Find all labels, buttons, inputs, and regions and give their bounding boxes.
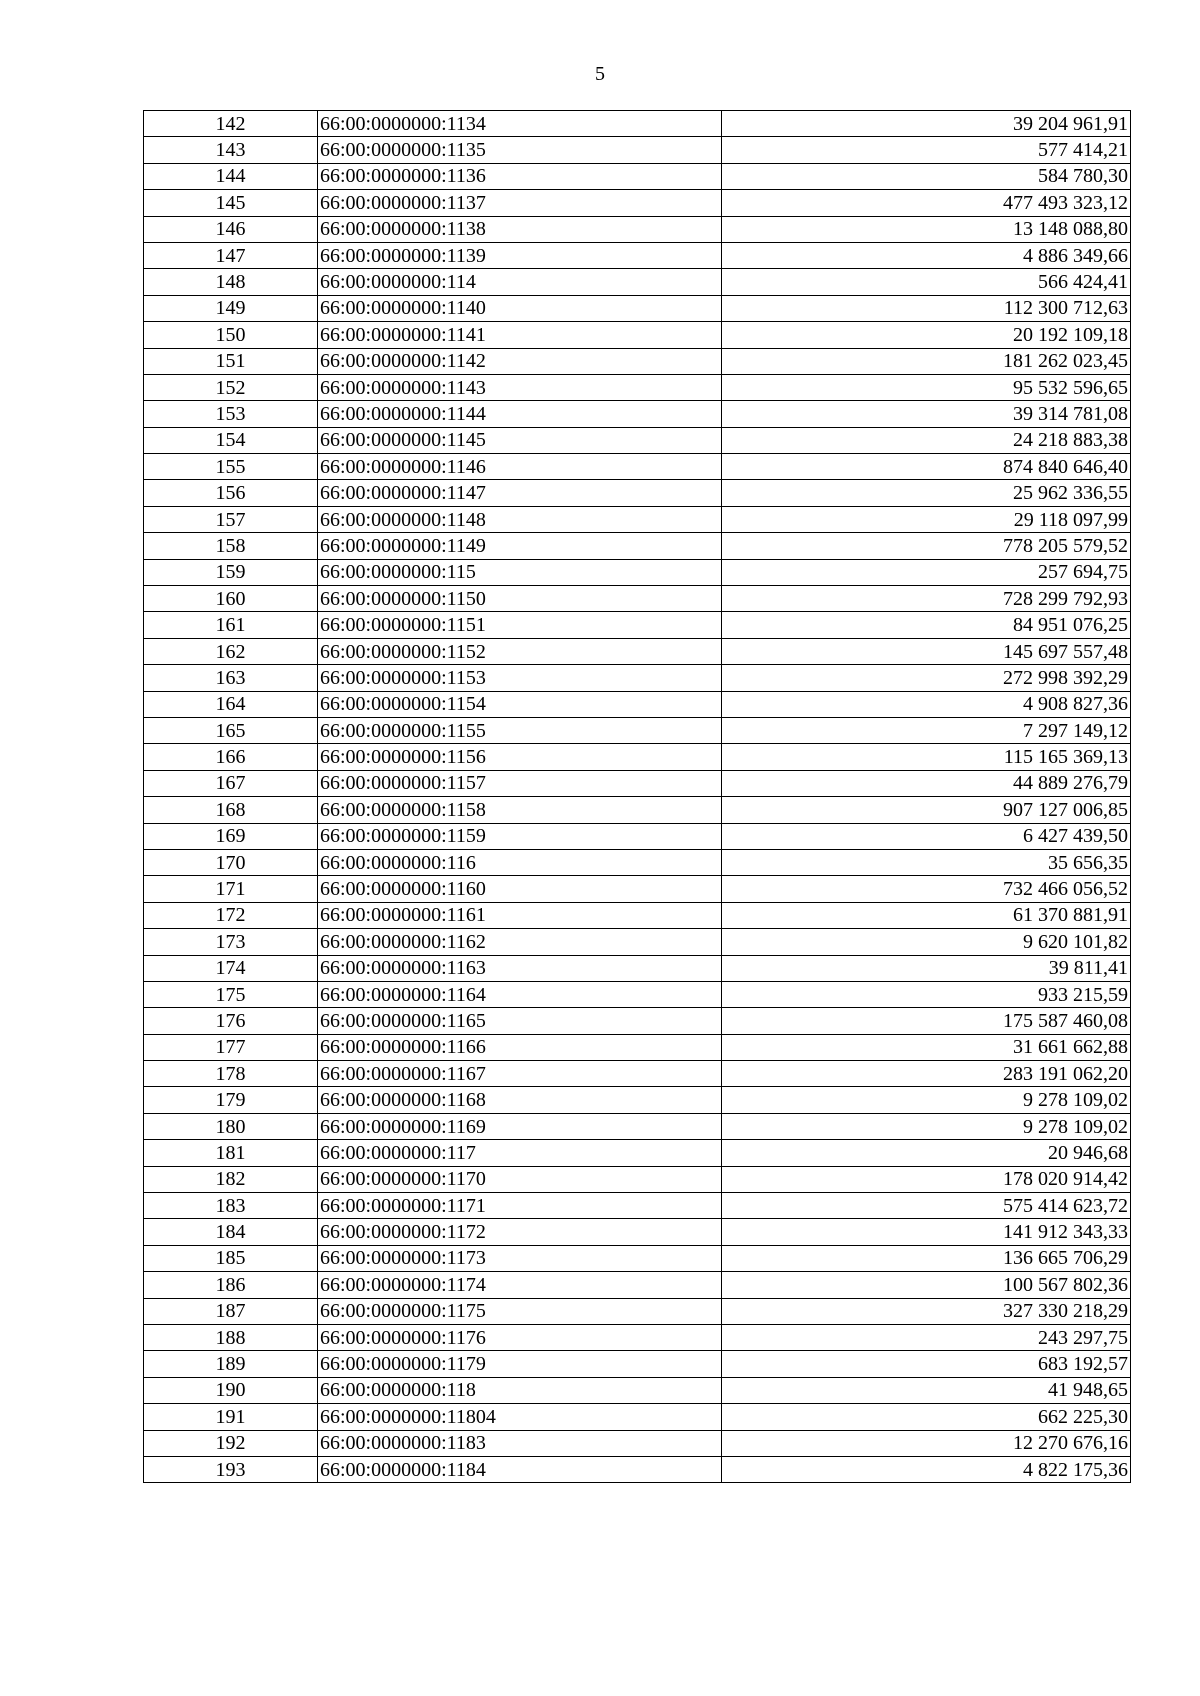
cadastral-number-cell: 66:00:0000000:1141 xyxy=(318,322,722,348)
table-row xyxy=(144,454,1131,480)
table-row xyxy=(144,1298,1131,1324)
cadastral-value-cell: 100 567 802,36 xyxy=(722,1272,1131,1298)
cadastral-number-cell: 66:00:0000000:1174 xyxy=(318,1272,722,1298)
cadastral-value-cell: 575 414 623,72 xyxy=(722,1193,1131,1219)
table-row xyxy=(144,137,1131,163)
row-number-cell: 147 xyxy=(144,242,318,268)
row-number-cell: 155 xyxy=(144,454,318,480)
table-row xyxy=(144,216,1131,242)
row-number-cell: 183 xyxy=(144,1193,318,1219)
cadastral-number-cell: 66:00:0000000:1155 xyxy=(318,717,722,743)
cadastral-number-cell: 66:00:0000000:1151 xyxy=(318,612,722,638)
cadastral-number-cell: 66:00:0000000:1143 xyxy=(318,374,722,400)
table-row xyxy=(144,480,1131,506)
cadastral-value-cell: 272 998 392,29 xyxy=(722,665,1131,691)
cadastral-number-cell: 66:00:0000000:1146 xyxy=(318,454,722,480)
cadastral-number-cell: 66:00:0000000:1176 xyxy=(318,1324,722,1350)
table-row xyxy=(144,1061,1131,1087)
cadastral-value-cell: 175 587 460,08 xyxy=(722,1008,1131,1034)
row-number-cell: 158 xyxy=(144,533,318,559)
row-number-cell: 168 xyxy=(144,797,318,823)
row-number-cell: 143 xyxy=(144,137,318,163)
table-row xyxy=(144,691,1131,717)
cadastral-value-cell: 141 912 343,33 xyxy=(722,1219,1131,1245)
table-row xyxy=(144,797,1131,823)
cadastral-value-cell: 907 127 006,85 xyxy=(722,797,1131,823)
row-number-cell: 154 xyxy=(144,427,318,453)
cadastral-number-cell: 66:00:0000000:1148 xyxy=(318,506,722,532)
table-row xyxy=(144,190,1131,216)
cadastral-number-cell: 66:00:0000000:1158 xyxy=(318,797,722,823)
cadastral-value-cell: 24 218 883,38 xyxy=(722,427,1131,453)
row-number-cell: 178 xyxy=(144,1061,318,1087)
cadastral-value-cell: 181 262 023,45 xyxy=(722,348,1131,374)
cadastral-value-cell: 577 414,21 xyxy=(722,137,1131,163)
cadastral-value-cell: 683 192,57 xyxy=(722,1351,1131,1377)
cadastral-value-cell: 283 191 062,20 xyxy=(722,1061,1131,1087)
row-number-cell: 190 xyxy=(144,1377,318,1403)
table-row xyxy=(144,401,1131,427)
row-number-cell: 149 xyxy=(144,295,318,321)
row-number-cell: 156 xyxy=(144,480,318,506)
table-row xyxy=(144,1456,1131,1482)
cadastral-number-cell: 66:00:0000000:115 xyxy=(318,559,722,585)
row-number-cell: 157 xyxy=(144,506,318,532)
row-number-cell: 186 xyxy=(144,1272,318,1298)
cadastral-number-cell: 66:00:0000000:1170 xyxy=(318,1166,722,1192)
cadastral-number-cell: 66:00:0000000:1138 xyxy=(318,216,722,242)
cadastral-number-cell: 66:00:0000000:1183 xyxy=(318,1430,722,1456)
cadastral-value-cell: 25 962 336,55 xyxy=(722,480,1131,506)
cadastral-value-cell: 9 620 101,82 xyxy=(722,929,1131,955)
cadastral-number-cell: 66:00:0000000:1137 xyxy=(318,190,722,216)
cadastral-number-cell: 66:00:0000000:1172 xyxy=(318,1219,722,1245)
row-number-cell: 144 xyxy=(144,163,318,189)
table-row xyxy=(144,1034,1131,1060)
cadastral-value-cell: 778 205 579,52 xyxy=(722,533,1131,559)
cadastral-value-cell: 4 886 349,66 xyxy=(722,242,1131,268)
row-number-cell: 166 xyxy=(144,744,318,770)
table-row xyxy=(144,1324,1131,1350)
cadastral-value-cell: 41 948,65 xyxy=(722,1377,1131,1403)
row-number-cell: 181 xyxy=(144,1140,318,1166)
row-number-cell: 173 xyxy=(144,929,318,955)
row-number-cell: 193 xyxy=(144,1456,318,1482)
row-number-cell: 148 xyxy=(144,269,318,295)
cadastral-number-cell: 66:00:0000000:1153 xyxy=(318,665,722,691)
cadastral-value-cell: 257 694,75 xyxy=(722,559,1131,585)
table-row xyxy=(144,744,1131,770)
table-body xyxy=(144,111,1131,1483)
table-row xyxy=(144,1351,1131,1377)
table-row xyxy=(144,1430,1131,1456)
table-row xyxy=(144,612,1131,638)
cadastral-number-cell: 66:00:0000000:11804 xyxy=(318,1404,722,1430)
row-number-cell: 153 xyxy=(144,401,318,427)
cadastral-value-cell: 4 822 175,36 xyxy=(722,1456,1131,1482)
table-row xyxy=(144,849,1131,875)
cadastral-number-cell: 66:00:0000000:1163 xyxy=(318,955,722,981)
cadastral-number-cell: 66:00:0000000:1161 xyxy=(318,902,722,928)
row-number-cell: 182 xyxy=(144,1166,318,1192)
cadastral-number-cell: 66:00:0000000:1166 xyxy=(318,1034,722,1060)
table-row xyxy=(144,1113,1131,1139)
cadastral-number-cell: 66:00:0000000:1179 xyxy=(318,1351,722,1377)
row-number-cell: 176 xyxy=(144,1008,318,1034)
row-number-cell: 175 xyxy=(144,981,318,1007)
cadastral-value-cell: 115 165 369,13 xyxy=(722,744,1131,770)
row-number-cell: 172 xyxy=(144,902,318,928)
cadastral-value-cell: 178 020 914,42 xyxy=(722,1166,1131,1192)
table-row xyxy=(144,586,1131,612)
table-row xyxy=(144,1404,1131,1430)
cadastral-value-cell: 933 215,59 xyxy=(722,981,1131,1007)
cadastral-number-cell: 66:00:0000000:1139 xyxy=(318,242,722,268)
cadastral-number-cell: 66:00:0000000:1159 xyxy=(318,823,722,849)
cadastral-value-cell: 12 270 676,16 xyxy=(722,1430,1131,1456)
cadastral-value-cell: 20 946,68 xyxy=(722,1140,1131,1166)
cadastral-value-cell: 243 297,75 xyxy=(722,1324,1131,1350)
cadastral-value-cell: 728 299 792,93 xyxy=(722,586,1131,612)
cadastral-number-cell: 66:00:0000000:1169 xyxy=(318,1113,722,1139)
table-row xyxy=(144,823,1131,849)
table-row xyxy=(144,374,1131,400)
cadastral-number-cell: 66:00:0000000:1175 xyxy=(318,1298,722,1324)
cadastral-value-cell: 6 427 439,50 xyxy=(722,823,1131,849)
table-row xyxy=(144,1140,1131,1166)
cadastral-number-cell: 66:00:0000000:1152 xyxy=(318,638,722,664)
cadastral-value-cell: 61 370 881,91 xyxy=(722,902,1131,928)
row-number-cell: 164 xyxy=(144,691,318,717)
cadastral-number-cell: 66:00:0000000:1145 xyxy=(318,427,722,453)
row-number-cell: 145 xyxy=(144,190,318,216)
row-number-cell: 160 xyxy=(144,586,318,612)
table-row xyxy=(144,1087,1131,1113)
cadastral-number-cell: 66:00:0000000:1136 xyxy=(318,163,722,189)
table-row xyxy=(144,717,1131,743)
row-number-cell: 188 xyxy=(144,1324,318,1350)
cadastral-value-cell: 95 532 596,65 xyxy=(722,374,1131,400)
row-number-cell: 150 xyxy=(144,322,318,348)
row-number-cell: 187 xyxy=(144,1298,318,1324)
cadastral-value-cell: 874 840 646,40 xyxy=(722,454,1131,480)
row-number-cell: 165 xyxy=(144,717,318,743)
table-row xyxy=(144,559,1131,585)
cadastral-number-cell: 66:00:0000000:1184 xyxy=(318,1456,722,1482)
cadastral-value-cell: 112 300 712,63 xyxy=(722,295,1131,321)
cadastral-value-cell: 4 908 827,36 xyxy=(722,691,1131,717)
cadastral-number-cell: 66:00:0000000:1156 xyxy=(318,744,722,770)
table-row xyxy=(144,242,1131,268)
cadastral-value-cell: 39 811,41 xyxy=(722,955,1131,981)
table-row xyxy=(144,665,1131,691)
cadastral-value-cell: 35 656,35 xyxy=(722,849,1131,875)
cadastral-value-cell: 84 951 076,25 xyxy=(722,612,1131,638)
cadastral-value-cell: 29 118 097,99 xyxy=(722,506,1131,532)
table-row xyxy=(144,1245,1131,1271)
cadastral-number-cell: 66:00:0000000:1164 xyxy=(318,981,722,1007)
table-row xyxy=(144,929,1131,955)
cadastral-number-cell: 66:00:0000000:1147 xyxy=(318,480,722,506)
cadastral-number-cell: 66:00:0000000:116 xyxy=(318,849,722,875)
cadastral-value-cell: 566 424,41 xyxy=(722,269,1131,295)
row-number-cell: 192 xyxy=(144,1430,318,1456)
cadastral-value-cell: 662 225,30 xyxy=(722,1404,1131,1430)
cadastral-value-cell: 44 889 276,79 xyxy=(722,770,1131,796)
table-row xyxy=(144,1008,1131,1034)
table-row xyxy=(144,111,1131,137)
cadastral-value-cell: 20 192 109,18 xyxy=(722,322,1131,348)
cadastral-value-table xyxy=(143,110,1131,1483)
table-row xyxy=(144,1166,1131,1192)
row-number-cell: 191 xyxy=(144,1404,318,1430)
table-row xyxy=(144,876,1131,902)
table-row xyxy=(144,322,1131,348)
cadastral-number-cell: 66:00:0000000:1160 xyxy=(318,876,722,902)
table-row xyxy=(144,506,1131,532)
cadastral-number-cell: 66:00:0000000:1135 xyxy=(318,137,722,163)
cadastral-number-cell: 66:00:0000000:1140 xyxy=(318,295,722,321)
cadastral-value-cell: 477 493 323,12 xyxy=(722,190,1131,216)
table-row xyxy=(144,427,1131,453)
table-row xyxy=(144,1377,1131,1403)
table-row xyxy=(144,163,1131,189)
cadastral-number-cell: 66:00:0000000:1168 xyxy=(318,1087,722,1113)
row-number-cell: 161 xyxy=(144,612,318,638)
cadastral-number-cell: 66:00:0000000:1150 xyxy=(318,586,722,612)
table-row xyxy=(144,1219,1131,1245)
cadastral-number-cell: 66:00:0000000:1165 xyxy=(318,1008,722,1034)
cadastral-number-cell: 66:00:0000000:1162 xyxy=(318,929,722,955)
cadastral-value-cell: 7 297 149,12 xyxy=(722,717,1131,743)
row-number-cell: 171 xyxy=(144,876,318,902)
cadastral-value-cell: 136 665 706,29 xyxy=(722,1245,1131,1271)
table-row xyxy=(144,955,1131,981)
table-row xyxy=(144,1193,1131,1219)
cadastral-value-cell: 327 330 218,29 xyxy=(722,1298,1131,1324)
table-row xyxy=(144,269,1131,295)
row-number-cell: 162 xyxy=(144,638,318,664)
cadastral-value-cell: 732 466 056,52 xyxy=(722,876,1131,902)
table-row xyxy=(144,533,1131,559)
table-row xyxy=(144,348,1131,374)
row-number-cell: 142 xyxy=(144,111,318,137)
cadastral-value-cell: 9 278 109,02 xyxy=(722,1113,1131,1139)
table-row xyxy=(144,902,1131,928)
cadastral-value-cell: 31 661 662,88 xyxy=(722,1034,1131,1060)
page-number: 5 xyxy=(595,63,605,85)
row-number-cell: 159 xyxy=(144,559,318,585)
table-row xyxy=(144,1272,1131,1298)
cadastral-number-cell: 66:00:0000000:118 xyxy=(318,1377,722,1403)
row-number-cell: 151 xyxy=(144,348,318,374)
cadastral-number-cell: 66:00:0000000:1134 xyxy=(318,111,722,137)
row-number-cell: 146 xyxy=(144,216,318,242)
row-number-cell: 184 xyxy=(144,1219,318,1245)
row-number-cell: 169 xyxy=(144,823,318,849)
row-number-cell: 180 xyxy=(144,1113,318,1139)
cadastral-number-cell: 66:00:0000000:1149 xyxy=(318,533,722,559)
table-row xyxy=(144,295,1131,321)
cadastral-value-cell: 39 314 781,08 xyxy=(722,401,1131,427)
row-number-cell: 177 xyxy=(144,1034,318,1060)
row-number-cell: 185 xyxy=(144,1245,318,1271)
row-number-cell: 167 xyxy=(144,770,318,796)
row-number-cell: 174 xyxy=(144,955,318,981)
cadastral-number-cell: 66:00:0000000:1157 xyxy=(318,770,722,796)
row-number-cell: 179 xyxy=(144,1087,318,1113)
cadastral-value-cell: 13 148 088,80 xyxy=(722,216,1131,242)
cadastral-number-cell: 66:00:0000000:114 xyxy=(318,269,722,295)
row-number-cell: 170 xyxy=(144,849,318,875)
cadastral-value-cell: 39 204 961,91 xyxy=(722,111,1131,137)
cadastral-number-cell: 66:00:0000000:1171 xyxy=(318,1193,722,1219)
table-row xyxy=(144,770,1131,796)
row-number-cell: 152 xyxy=(144,374,318,400)
cadastral-value-cell: 145 697 557,48 xyxy=(722,638,1131,664)
cadastral-number-cell: 66:00:0000000:1144 xyxy=(318,401,722,427)
cadastral-number-cell: 66:00:0000000:117 xyxy=(318,1140,722,1166)
row-number-cell: 189 xyxy=(144,1351,318,1377)
cadastral-number-cell: 66:00:0000000:1142 xyxy=(318,348,722,374)
cadastral-number-cell: 66:00:0000000:1173 xyxy=(318,1245,722,1271)
cadastral-number-cell: 66:00:0000000:1167 xyxy=(318,1061,722,1087)
row-number-cell: 163 xyxy=(144,665,318,691)
cadastral-value-cell: 9 278 109,02 xyxy=(722,1087,1131,1113)
cadastral-value-cell: 584 780,30 xyxy=(722,163,1131,189)
table-row xyxy=(144,981,1131,1007)
cadastral-number-cell: 66:00:0000000:1154 xyxy=(318,691,722,717)
table-row xyxy=(144,638,1131,664)
